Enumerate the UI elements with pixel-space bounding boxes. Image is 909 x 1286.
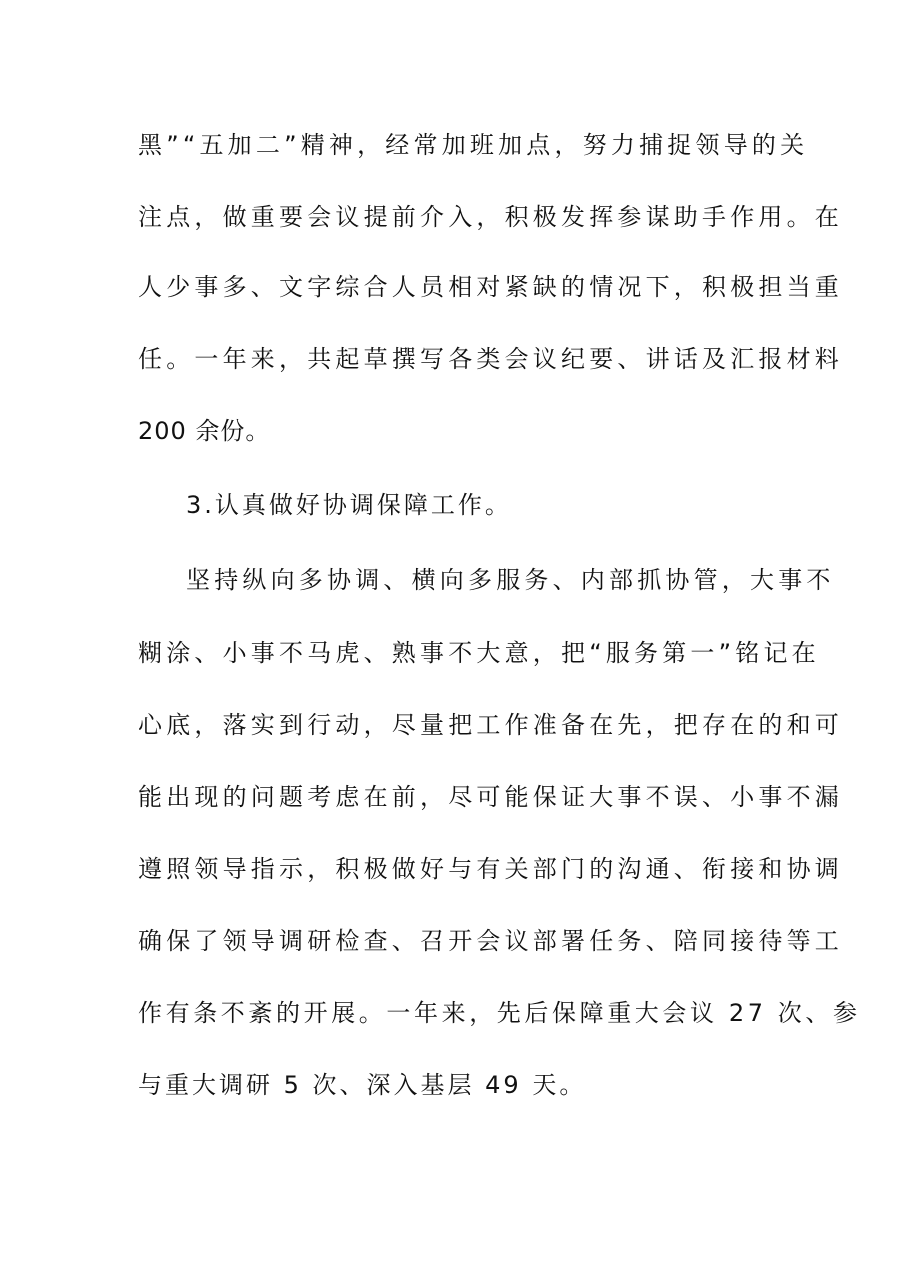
text-line: 确保了领导调研检查、召开会议部署任务、陪同接待等工 — [138, 927, 843, 955]
text-line: 遵照领导指示，积极做好与有关部门的沟通、衔接和协调 — [138, 855, 843, 883]
text-line: 黑”“五加二”精神，经常加班加点，努力捕捉领导的关 — [138, 131, 809, 159]
text-line: 能出现的问题考虑在前，尽可能保证大事不误、小事不漏 — [138, 783, 843, 811]
text-line: 任。一年来，共起草撰写各类会议纪要、讲话及汇报材料 — [138, 345, 843, 373]
text-line: 人少事多、文字综合人员相对紧缺的情况下，积极担当重 — [138, 273, 843, 301]
text-line: 作有条不紊的开展。一年来，先后保障重大会议 27 次、参 — [138, 999, 861, 1027]
text-line: 坚持纵向多协调、横向多服务、内部抓协管，大事不 — [186, 566, 835, 594]
text-line: 糊涂、小事不马虎、熟事不大意，把“服务第一”铭记在 — [138, 639, 820, 667]
text-line: 心底，落实到行动，尽量把工作准备在先，把存在的和可 — [138, 711, 843, 739]
text-line: 注点，做重要会议提前介入，积极发挥参谋助手作用。在 — [138, 203, 843, 231]
text-line: 200 余份。 — [138, 417, 271, 445]
text-line: 与重大调研 5 次、深入基层 49 天。 — [138, 1071, 587, 1099]
section-heading: 3.认真做好协调保障工作。 — [186, 491, 512, 519]
